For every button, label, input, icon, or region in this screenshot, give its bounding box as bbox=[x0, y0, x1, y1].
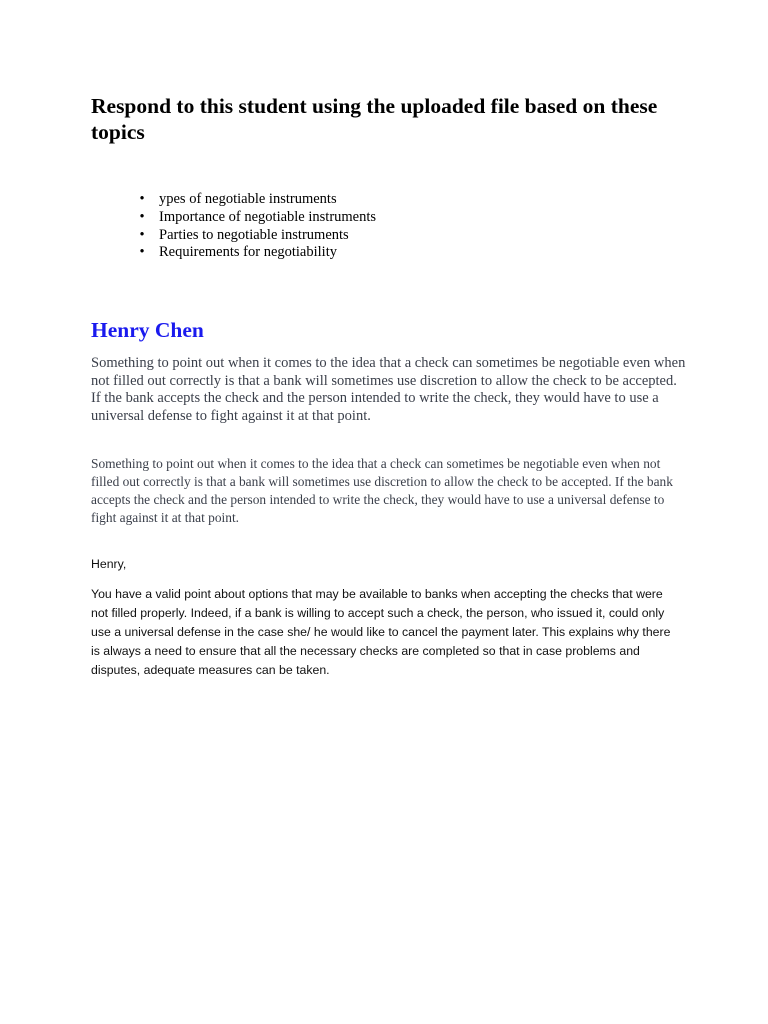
assignment-heading: Respond to this student using the uploaded file based on these topics bbox=[91, 94, 658, 144]
topic-text: Requirements for negotiability bbox=[159, 244, 337, 261]
bullet-icon: • bbox=[139, 208, 145, 225]
topic-text: Parties to negotiable instruments bbox=[159, 226, 349, 243]
topic-text: ypes of negotiable instruments bbox=[159, 191, 337, 207]
topic-item bbox=[136, 244, 376, 262]
student-post-paragraph: Something to point out when it comes to the idea that a check can sometimes be negotiable even when not filled out correctly is that a bank will sometimes use discretion to allow the check to be accepted. If the bank accepts the check and the person intended to write the check, they would have to use a universal defense to fight against it at that point. bbox=[91, 355, 686, 424]
topics-list bbox=[136, 191, 376, 262]
topic-text: Importance of negotiable instruments bbox=[159, 208, 377, 225]
topic-item bbox=[136, 191, 376, 209]
bullet-icon: • bbox=[139, 244, 145, 261]
reply-greeting: Henry, bbox=[91, 557, 127, 571]
topic-item bbox=[136, 209, 376, 227]
student-post-paragraph: Something to point out when it comes to the idea that a check can sometimes be negotiable even when not filled out correctly is that a bank will sometimes use discretion to allow the check to be accepted. If the bank accepts the check and the person intended to write the check, they would have to use a universal defense to fight against it at that point. bbox=[91, 456, 673, 525]
bullet-icon: • bbox=[139, 191, 145, 207]
topic-item bbox=[136, 227, 376, 245]
bullet-icon: • bbox=[139, 226, 145, 243]
student-name-heading: Henry Chen bbox=[91, 318, 204, 342]
reply-body: You have a valid point about options that may be available to banks when accepting the checks that were not filled properly. Indeed, if a bank is willing to accept such a check, the person, who issued it, could only use a universal defense in the case she/ he would like to cancel the payment later. This explains why there is always a need to ensure that all the necessary checks are completed so that in case problems and disputes, adequate measures can be taken. bbox=[91, 587, 671, 677]
